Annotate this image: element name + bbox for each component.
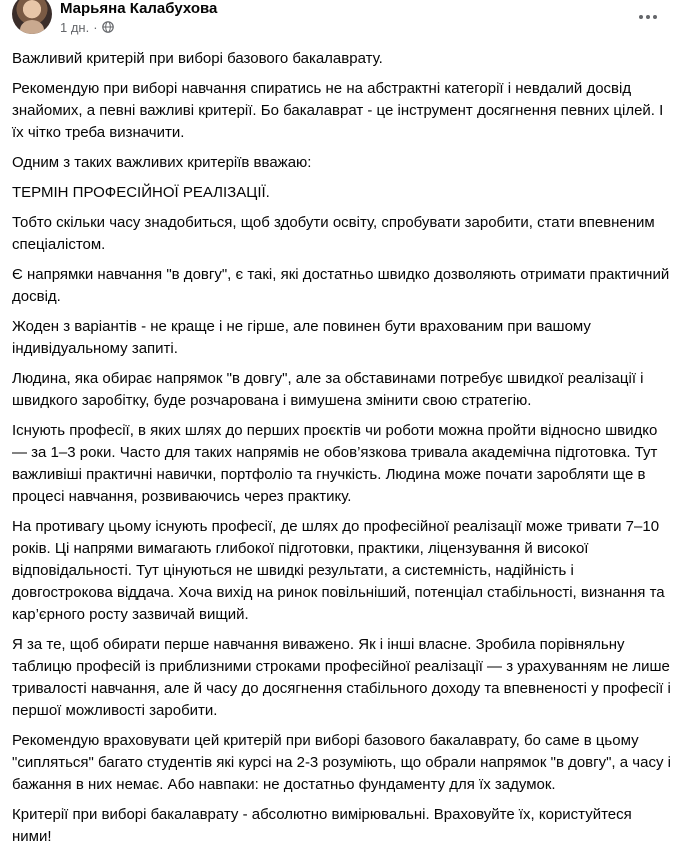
post-paragraph: Існують професії, в яких шлях до перших проєктів чи роботи можна пройти відносно швидко — за 1–3 роки. Часто для таких напрямів не обов’язкова тривала академічна підготовка. Тут важливіші практичні навички, портфоліо та гнучкість. Людина може почати заробляти ще в процесі навчання, розвиваючись через практику. (12, 422, 658, 505)
more-options-icon (638, 7, 658, 25)
post-paragraph: ТЕРМІН ПРОФЕСІЙНОЇ РЕАЛІЗАЦІЇ. (12, 184, 270, 201)
post-meta (60, 19, 114, 35)
post-paragraph: На противагу цьому існують професії, де шлях до професійної реалізації може тривати 7–10 років. Ці напрями вимагають глибокої підготовки, практики, ліцензування й високої відповідальності. Тут цінуються не швидкі результати, а системність, надійність і довгострокова віддача. Хоча вихід на ринок повільніший, потенціал стабільності, визнання та кар’єрного росту зазвичай вищий. (12, 518, 665, 623)
globe-icon (102, 21, 114, 33)
post-time[interactable]: 1 дн. (60, 19, 90, 35)
post-paragraph: Рекомендую враховувати цей критерій при виборі базового бакалаврату, бо саме в цьому "сипляться" багато студентів які курсі на 2-3 розуміють, що обрали напрямок "в довгу", а часу і бажання в них немає. Або навпаки: не достатньо фундаменту для їх задумок. (12, 732, 671, 793)
post-paragraph: Є напрямки навчання "в довгу", є такі, які достатньо швидко дозволяють отримати практичний досвід. (12, 266, 670, 305)
author-name[interactable]: Марьяна Калабухова (60, 0, 218, 17)
meta-separator: · (93, 19, 98, 35)
post-paragraph: Я за те, щоб обирати перше навчання виважено. Як і інші власне. Зробила порівняльну таблицю професій із приблизними строками професійної реалізації — з урахуванням не лише тривалості навчання, але й часу до досягнення стабільного доходу та впевненості у професії і першої можливості заробити. (12, 636, 671, 719)
more-options-button[interactable] (630, 4, 666, 28)
post-paragraph: Людина, яка обирає напрямок "в довгу", але за обставинами потребує швидкої реалізації і швидкого заробітку, буде розчарована і вимушена змінити свою стратегію. (12, 370, 644, 409)
post-paragraph: Важливий критерій при виборі базового бакалаврату. (12, 50, 383, 67)
post-paragraph: Жоден з варіантів - не краще і не гірше, але повинен бути врахованим при вашому індивідуальному запиті. (12, 318, 591, 357)
post-paragraph: Одним з таких важливих критеріїв вважаю: (12, 154, 312, 171)
post-paragraph: Критерії при виборі бакалаврату - абсолютно вимірювальні. Враховуйте їх, користуйтеся ними! (12, 806, 632, 845)
post-text (12, 48, 672, 856)
author-avatar[interactable] (12, 0, 52, 34)
post-paragraph: Тобто скільки часу знадобиться, щоб здобути освіту, спробувати заробити, стати впевненим спеціалістом. (12, 214, 655, 253)
post-paragraph: Рекомендую при виборі навчання спиратись не на абстрактні категорії і невдалий досвід знайомих, а певні важливі критерії. Бо бакалаврат - це інструмент досягнення певних цілей. І їх чітко треба визначити. (12, 80, 664, 141)
